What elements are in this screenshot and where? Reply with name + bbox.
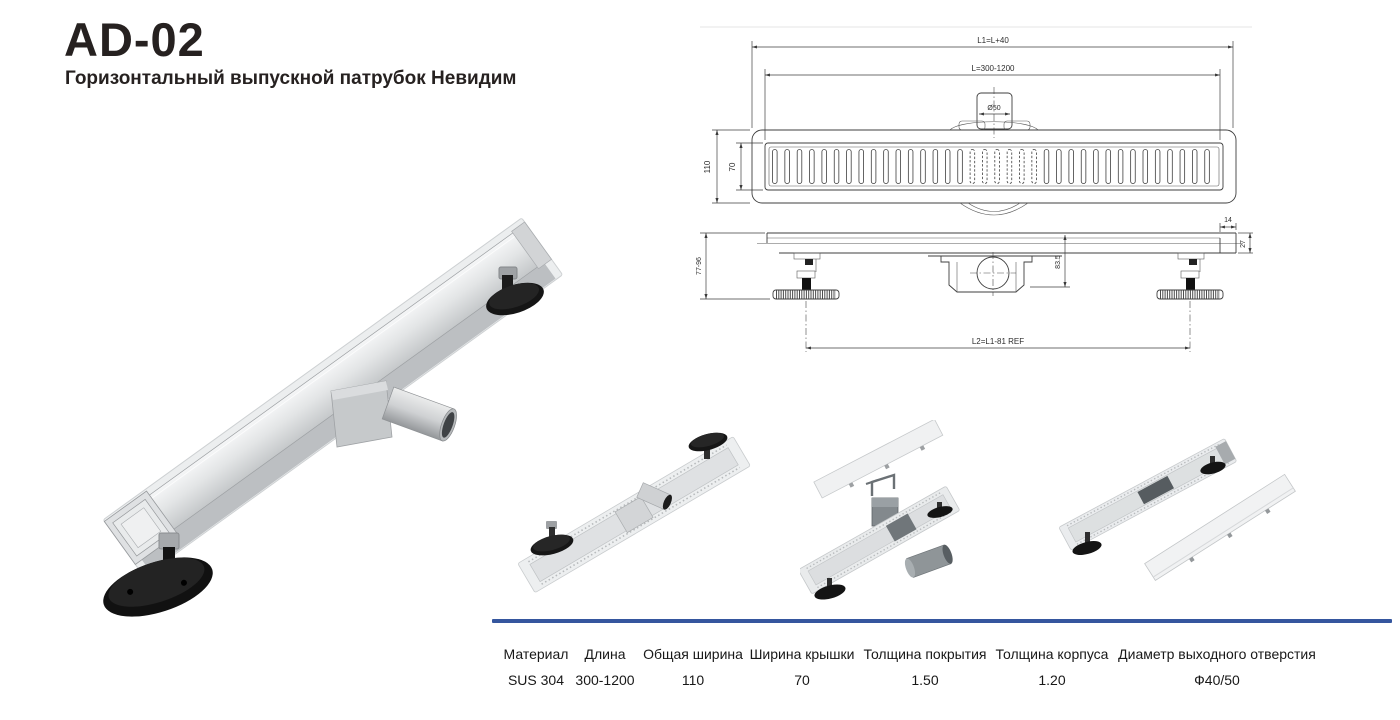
outlet-pipe <box>382 387 460 443</box>
render-body-with-feet <box>505 425 805 625</box>
dim-label-l: L=300-1200 <box>971 64 1015 73</box>
spec-value: 1.50 <box>911 672 939 688</box>
spec-header: Ширина крышки <box>749 646 855 662</box>
dim-label-27: 27 <box>1240 240 1247 248</box>
spec-column-length <box>575 646 634 688</box>
outlet-assembly <box>331 381 460 447</box>
dim-label-l2: L2=L1-81 REF <box>971 337 1025 346</box>
spec-column-material <box>504 646 569 688</box>
dim-label-70: 70 <box>728 162 737 172</box>
spec-header: Толщина покрытия <box>863 646 987 662</box>
spec-header: Длина <box>584 646 626 662</box>
spec-header: Материал <box>503 646 569 662</box>
spec-column-coating-thickness <box>863 646 986 688</box>
spec-value: 70 <box>794 672 810 688</box>
table-divider-line <box>492 619 1392 623</box>
side-view-trap <box>928 252 1062 296</box>
dim-label-d50: Ø50 <box>987 105 1001 112</box>
spec-value: 1.20 <box>1038 672 1066 688</box>
side-view-foot-left <box>773 253 839 352</box>
grate-slots <box>773 150 1210 184</box>
plan-view <box>703 36 1236 215</box>
spec-column-overall-width <box>643 646 743 688</box>
product-subtitle: Горизонтальный выпускной патрубок Невидим <box>65 68 517 89</box>
render-body-and-cover <box>1058 428 1370 620</box>
spec-header: Диаметр выходного отверстия <box>1118 646 1316 662</box>
dim-label-14: 14 <box>1224 217 1232 224</box>
spec-value: SUS 304 <box>507 672 565 688</box>
spec-column-cover-width <box>750 646 855 688</box>
side-view <box>696 217 1253 352</box>
spec-value: 300-1200 <box>575 672 635 688</box>
dim-label-110: 110 <box>703 160 712 174</box>
spec-header: Толщина корпуса <box>995 646 1109 662</box>
exploded-cover <box>814 420 945 502</box>
exploded-pipe-adapter <box>903 544 955 579</box>
side-view-foot-right <box>1157 253 1223 352</box>
dim-label-l1: L1=L+40 <box>977 36 1009 45</box>
spec-header: Общая ширина <box>643 646 743 662</box>
technical-drawing <box>692 15 1262 375</box>
spec-column-outlet-diameter <box>1118 646 1316 688</box>
spec-value: Ф40/50 <box>1194 672 1240 688</box>
dim-label-77-96: 77-96 <box>696 257 703 275</box>
spec-value: 110 <box>681 672 705 688</box>
spec-column-body-thickness <box>996 646 1109 688</box>
exploded-clamp <box>866 475 894 496</box>
product-title: AD-02 <box>64 13 205 66</box>
render-exploded-view <box>800 420 1100 635</box>
dim-label-83-5: 83.5 <box>1055 255 1062 269</box>
